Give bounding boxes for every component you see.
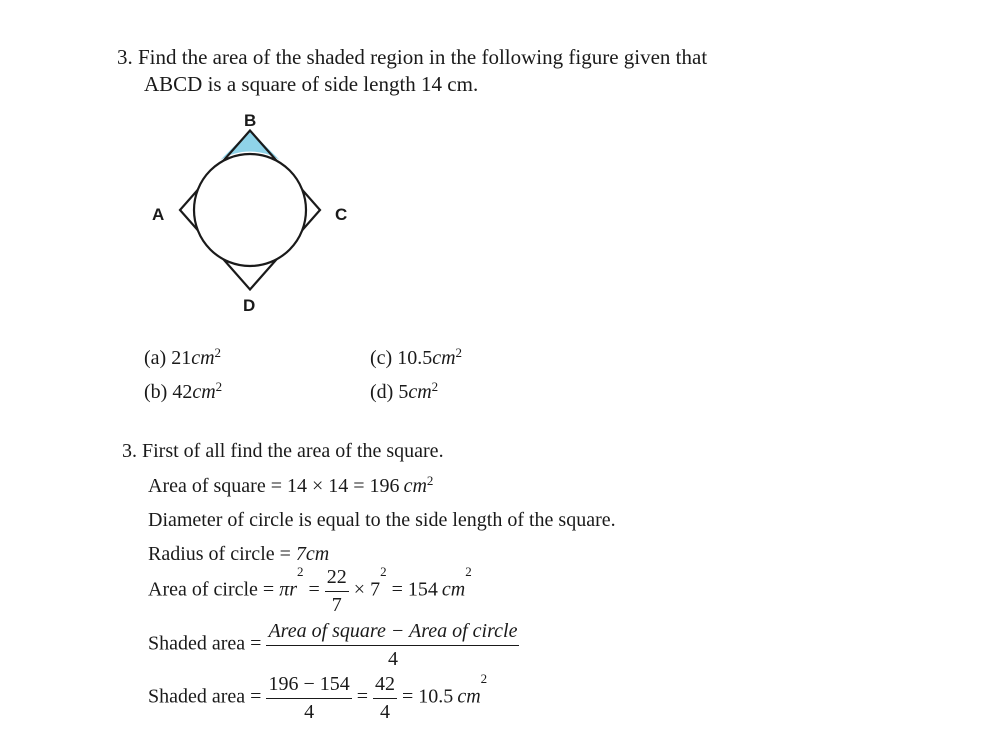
- label-c: C: [335, 205, 348, 224]
- fraction-num: 22: [325, 566, 349, 592]
- option-a-exp: 2: [214, 345, 222, 360]
- label-d: D: [243, 296, 256, 315]
- shaded-area-den-3: 4: [380, 701, 391, 723]
- option-d: [370, 381, 438, 404]
- question-text-1: Find the area of the shaded region in the following figure given that: [138, 45, 708, 69]
- question-line-2: ABCD is a square of side length 14 cm.: [144, 72, 479, 96]
- question-number: 3.: [117, 45, 133, 69]
- area-circle-exp: 2: [465, 564, 472, 579]
- option-d-label: (d): [370, 381, 394, 403]
- shaded-area-prefix-1: Shaded area =: [148, 632, 267, 655]
- option-c-unit: cm: [432, 347, 456, 369]
- solution-line-1-text: First of all find the area of the square.: [142, 440, 444, 462]
- option-a-label: (a): [144, 347, 167, 369]
- solution-number: 3.: [122, 440, 137, 462]
- shaded-area-den-1: 4: [387, 648, 398, 670]
- shaded-area-fraction-3: [373, 673, 397, 723]
- solution-line-5: [148, 566, 472, 616]
- fraction-22-7: [325, 566, 349, 616]
- option-b-exp: 2: [215, 379, 223, 394]
- option-c: [370, 347, 462, 370]
- square-circle-figure: [140, 106, 370, 321]
- label-b: B: [244, 111, 257, 130]
- shaded-area-num-3: 42: [373, 673, 397, 699]
- pi-r-exp: 2: [297, 564, 304, 579]
- radius-value: 7cm: [295, 543, 330, 565]
- shaded-area-num-2: 196 − 154: [266, 673, 351, 699]
- option-b-value: 42: [172, 381, 193, 403]
- inscribed-circle: [194, 154, 306, 266]
- area-circle-result: = 154: [386, 578, 438, 601]
- option-a: [144, 347, 221, 370]
- radius-text: Radius of circle =: [148, 543, 296, 565]
- solution-line-3: Diameter of circle is equal to the side length of the square.: [148, 509, 616, 531]
- option-c-value: 10.5: [397, 347, 433, 369]
- option-a-unit: cm: [191, 347, 215, 369]
- times-seven: × 7: [353, 578, 381, 601]
- option-b-label: (b): [144, 381, 168, 403]
- area-square-unit: cm: [403, 475, 427, 497]
- shaded-area-exp: 2: [480, 671, 488, 686]
- shaded-area-result: = 10.5: [402, 685, 454, 708]
- shaded-area-fraction-2: [266, 673, 351, 723]
- question-line-1: [117, 44, 707, 71]
- question-block: [117, 44, 707, 98]
- shaded-area-num-1: Area of square − Area of circle: [266, 620, 519, 646]
- area-square-exp: 2: [426, 473, 434, 488]
- seven-exp: 2: [380, 564, 387, 579]
- option-a-value: 21: [171, 347, 192, 369]
- option-c-exp: 2: [455, 345, 463, 360]
- solution-line-4: [148, 543, 329, 566]
- area-circle-prefix: Area of circle =: [148, 578, 280, 601]
- option-d-value: 5: [398, 381, 409, 403]
- equals-1: =: [303, 578, 325, 601]
- area-circle-unit: cm: [441, 578, 466, 601]
- solution-line-1: [122, 440, 444, 463]
- equals-2: =: [356, 685, 374, 708]
- shaded-area-fraction-1: [266, 620, 519, 670]
- solution-line-6: [148, 620, 519, 670]
- solution-line-7: [148, 673, 487, 723]
- pi-r: πr: [279, 578, 298, 601]
- option-d-unit: cm: [408, 381, 432, 403]
- option-d-exp: 2: [431, 379, 439, 394]
- area-square-text: Area of square = 14 × 14 = 196: [148, 475, 400, 497]
- option-b-unit: cm: [192, 381, 216, 403]
- label-a: A: [152, 205, 165, 224]
- solution-line-2: [148, 475, 433, 498]
- shaded-area-unit: cm: [457, 685, 481, 708]
- option-c-label: (c): [370, 347, 393, 369]
- shaded-area-prefix-2: Shaded area =: [148, 685, 267, 708]
- fraction-den: 7: [331, 594, 342, 616]
- option-b: [144, 381, 222, 404]
- shaded-area-den-2: 4: [304, 701, 315, 723]
